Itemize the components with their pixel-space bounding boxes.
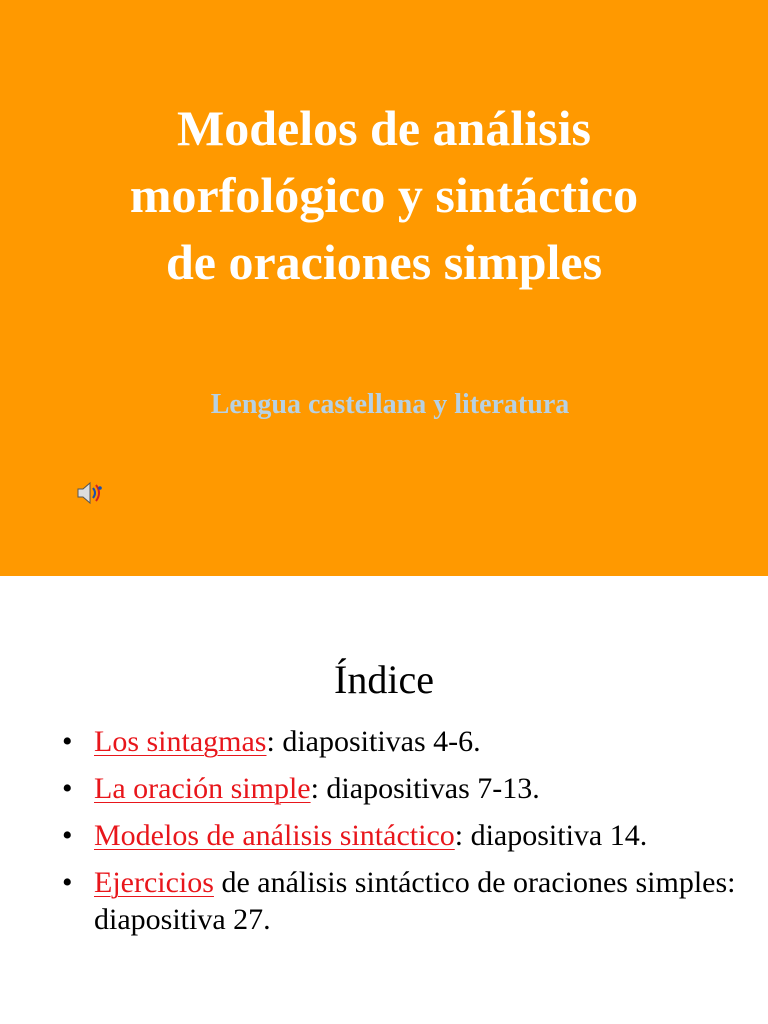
title-line-2: morfológico y sintáctico: [129, 167, 639, 223]
item-text: : diapositivas 4-6.: [266, 725, 481, 758]
item-text: : diapositivas 7-13.: [310, 772, 540, 805]
list-item: [62, 770, 742, 807]
slide-subtitle: Lengua castellana y literatura: [210, 389, 570, 420]
link-ejercicios[interactable]: Ejercicios: [94, 866, 214, 899]
item-text: : diapositiva 14.: [454, 819, 648, 852]
title-line-3: de oraciones simples: [165, 234, 603, 290]
bullet: •: [62, 819, 73, 852]
title-line-1: Modelos de análisis: [177, 100, 591, 156]
list-item: [62, 817, 742, 854]
bullet: •: [62, 772, 73, 805]
index-heading: Índice: [334, 657, 434, 702]
index-slide: [0, 576, 768, 1024]
item-text: de análisis sintáctico de oraciones simples: diapositiva 27.: [94, 866, 736, 936]
slide-title: [0, 95, 768, 296]
bullet: •: [62, 725, 73, 758]
list-item: [62, 723, 742, 760]
link-la-oracion-simple[interactable]: La oración simple: [94, 772, 311, 805]
bullet: •: [62, 866, 73, 899]
link-modelos-analisis[interactable]: Modelos de análisis sintáctico: [94, 819, 455, 852]
speaker-sound-icon[interactable]: [76, 480, 106, 506]
list-item: [62, 864, 742, 938]
link-los-sintagmas[interactable]: Los sintagmas: [94, 725, 267, 758]
index-list: [62, 723, 742, 948]
